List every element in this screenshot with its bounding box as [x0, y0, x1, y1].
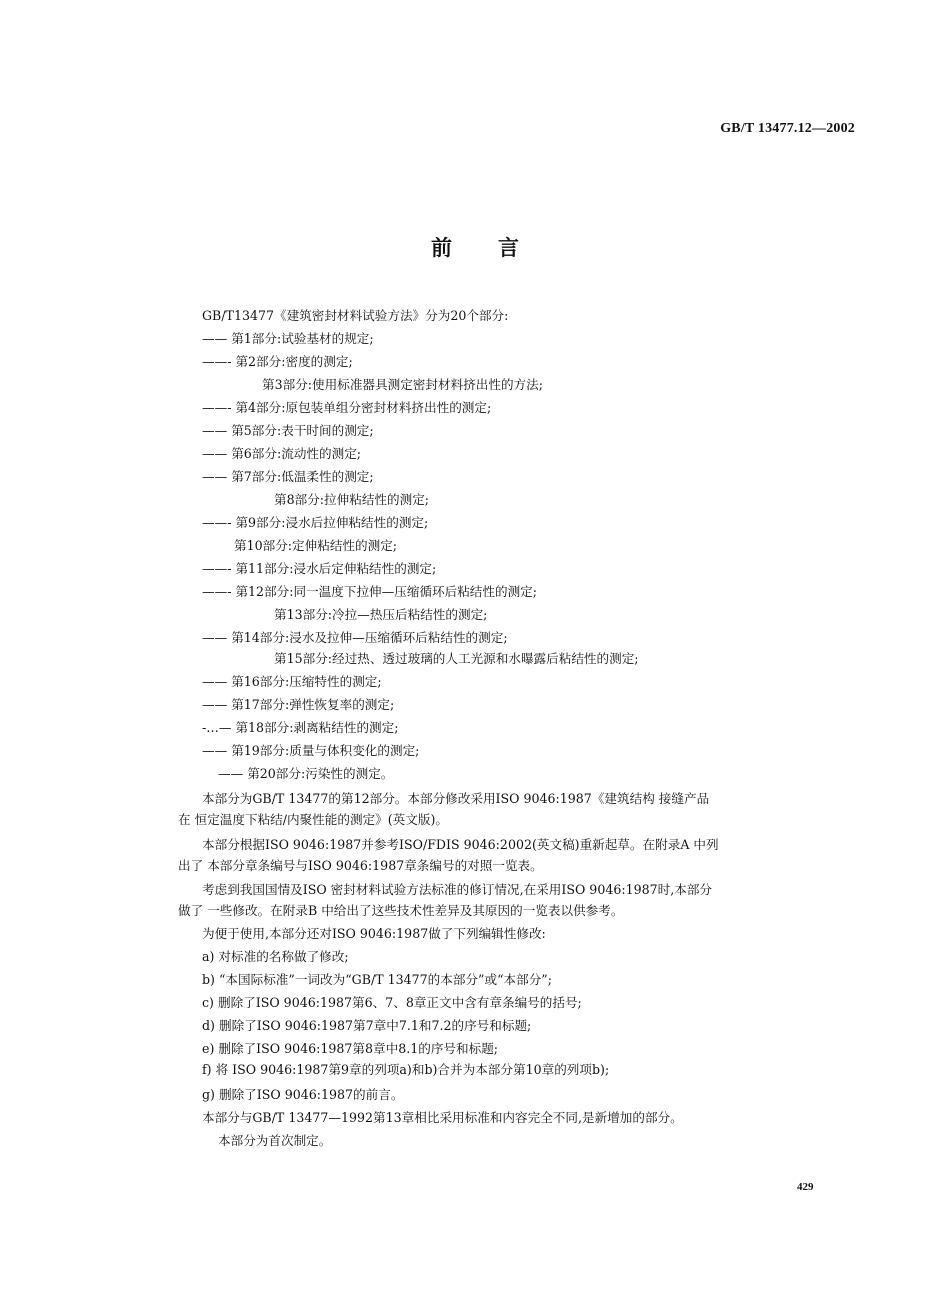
- part-item: 第3部分:使用标准器具测定密封材料挤出性的方法;: [262, 377, 543, 392]
- paragraph-line: 为便于使用,本部分还对ISO 9046:1987做了下列编辑性修改:: [202, 926, 546, 941]
- part-item: —— 第7部分:低温柔性的测定;: [202, 469, 374, 484]
- paragraph-line: 本部分为GB/T 13477的第12部分。本部分修改采用ISO 9046:1987《建筑结构 接缝产品: [202, 791, 710, 806]
- part-item: ——- 第12部分:同一温度下拉伸—压缩循环后粘结性的测定;: [202, 584, 538, 599]
- part-item: 第10部分:定伸粘结性的测定;: [234, 538, 398, 553]
- part-item: —— 第1部分:试验基材的规定;: [202, 331, 374, 346]
- part-item: —— 第14部分:浸水及拉伸—压缩循环后粘结性的测定;: [202, 630, 508, 645]
- paragraph-line: 在 恒定温度下粘结/内聚性能的测定》(英文版)。: [178, 812, 448, 827]
- edit-item: c) 删除了ISO 9046:1987第6、7、8章正文中含有章条编号的括号;: [202, 995, 582, 1010]
- closing-line: 本部分与GB/T 13477—1992第13章相比采用标准和内容完全不同,是新增加的部分。: [202, 1110, 683, 1125]
- part-item: —— 第6部分:流动性的测定;: [202, 446, 362, 461]
- paragraph-line: 本部分根据ISO 9046:1987并参考ISO/FDIS 9046:2002(英文稿)重新起草。在附录A 中列: [202, 837, 719, 852]
- part-item: 第15部分:经过热、透过玻璃的人工光源和水曝露后粘结性的测定;: [274, 651, 639, 666]
- part-item: —— 第20部分:污染性的测定。: [218, 766, 394, 781]
- part-item: 第8部分:拉伸粘结性的测定;: [274, 492, 430, 507]
- part-item: ——- 第11部分:浸水后定伸粘结性的测定;: [202, 561, 437, 576]
- part-item: ——- 第9部分:浸水后拉伸粘结性的测定;: [202, 515, 429, 530]
- intro-line: GB/T13477《建筑密封材料试验方法》分为20个部分:: [202, 308, 509, 323]
- part-item: —— 第5部分:表干时间的测定;: [202, 423, 374, 438]
- edit-item: g) 删除了ISO 9046:1987的前言。: [202, 1087, 404, 1102]
- part-item: —— 第16部分:压缩特性的测定;: [202, 674, 382, 689]
- edit-item: e) 删除了ISO 9046:1987第8章中8.1的序号和标题;: [202, 1041, 499, 1056]
- part-item: —— 第19部分:质量与体积变化的测定;: [202, 743, 420, 758]
- edit-item: a) 对标准的名称做了修改;: [202, 949, 349, 964]
- paragraph-line: 做了 一些修改。在附录B 中给出了这些技术性差异及其原因的一览表以供参考。: [178, 903, 624, 918]
- edit-item: d) 删除了ISO 9046:1987第7章中7.1和7.2的序号和标题;: [202, 1018, 532, 1033]
- part-item: ——- 第2部分:密度的测定;: [202, 354, 353, 369]
- standard-number: GB/T 13477.12—2002: [720, 121, 855, 136]
- closing-line: 本部分为首次制定。: [218, 1133, 332, 1148]
- edit-item: f) 将 ISO 9046:1987第9章的列项a)和b)合并为本部分第10章的列项b);: [202, 1062, 610, 1077]
- part-item: ——- 第4部分:原包装单组分密封材料挤出性的测定;: [202, 400, 492, 415]
- page-title: 前言: [431, 236, 565, 260]
- edit-item: b) “本国际标准”一词改为“GB/T 13477的本部分”或“本部分”;: [202, 972, 552, 987]
- paragraph-line: 出了 本部分章条编号与ISO 9046:1987章条编号的对照一览表。: [178, 858, 543, 873]
- page-number: 429: [797, 1181, 814, 1193]
- part-item: —— 第17部分:弹性恢复率的测定;: [202, 697, 395, 712]
- part-item: -…— 第18部分:剥离粘结性的测定;: [202, 720, 399, 735]
- paragraph-line: 考虑到我国国情及ISO 密封材料试验方法标准的修订情况,在采用ISO 9046:1987时,本部分: [202, 882, 713, 897]
- part-item: 第13部分:冷拉—热压后粘结性的测定;: [274, 607, 488, 622]
